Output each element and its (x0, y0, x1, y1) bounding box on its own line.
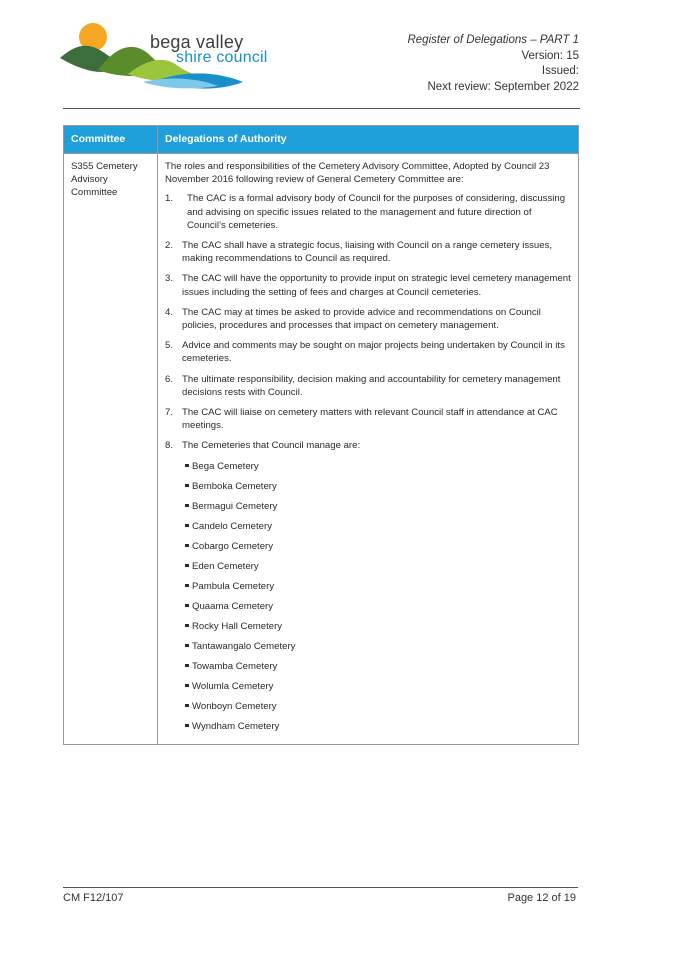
item-text: The ultimate responsibility, decision making and accountability for cemetery management decisions rests with Council. (182, 373, 561, 398)
bullet-icon (185, 564, 189, 568)
version-label: Version: 15 (521, 49, 579, 62)
cemetery-name: Wyndham Cemetery (192, 720, 280, 732)
cemetery-name: Cobargo Cemetery (192, 540, 274, 552)
item-number: 5. (165, 340, 174, 352)
list-item (165, 239, 571, 265)
table-header-row (64, 126, 579, 154)
cemetery-item (185, 480, 571, 493)
list-item (165, 373, 571, 399)
bullet-icon (185, 724, 189, 728)
committee-name-line: S355 Cemetery (71, 161, 138, 172)
cemetery-name: Rocky Hall Cemetery (192, 620, 283, 632)
list-item (165, 192, 571, 232)
cemetery-item (185, 520, 571, 533)
bullet-icon (185, 684, 189, 688)
item-text: The CAC is a formal advisory body of Council for the purposes of considering, discussing and advising on specific issues related to the management and future direction of Council’s cemeteries. (187, 193, 566, 231)
column-header-committee: Committee (64, 126, 158, 154)
cemetery-item (185, 640, 571, 653)
cemetery-item (185, 540, 571, 553)
cemetery-name: Wolumla Cemetery (192, 680, 274, 692)
header-divider (63, 108, 580, 109)
bullet-icon (185, 624, 189, 628)
delegations-cell (158, 154, 579, 745)
cemetery-name: Wonboyn Cemetery (192, 700, 277, 712)
cemetery-name: Eden Cemetery (192, 560, 259, 572)
cemetery-name: Bermagui Cemetery (192, 500, 278, 512)
cemetery-name: Bega Cemetery (192, 460, 259, 472)
cemetery-name: Quaama Cemetery (192, 600, 274, 612)
committee-name-line: Advisory (71, 174, 108, 186)
item-number: 3. (165, 273, 174, 285)
table-row (64, 154, 579, 745)
cemetery-item (185, 720, 571, 733)
list-item (165, 272, 571, 298)
item-number: 8. (165, 440, 174, 452)
item-number: 7. (165, 407, 174, 419)
cemetery-item (185, 620, 571, 633)
cemetery-item (185, 580, 571, 593)
cemetery-name: Tantawangalo Cemetery (192, 640, 296, 652)
intro-paragraph: The roles and responsibilities of the Cemetery Advisory Committee, Adopted by Council 23 November 2016 following review of General Cemetery Committee are: (165, 161, 550, 186)
document-reference: CM F12/107 (63, 892, 124, 904)
committee-name-line: Committee (71, 187, 118, 199)
item-text: The CAC may at times be asked to provide advice and recommendations on Council policies, procedures and processes that impact on cemetery management. (182, 306, 541, 332)
bullet-icon (185, 644, 189, 648)
logo-text-line1: bega valley (150, 32, 244, 52)
responsibilities-list (165, 192, 571, 452)
logo-text-line2: shire council (176, 49, 268, 66)
footer-divider (63, 887, 578, 888)
column-header-delegations: Delegations of Authority (158, 126, 579, 154)
bullet-icon (185, 704, 189, 708)
cemetery-name: Candelo Cemetery (192, 520, 272, 532)
item-number: 4. (165, 306, 174, 318)
item-number: 6. (165, 373, 174, 385)
item-text: The CAC shall have a strategic focus, liaising with Council on a range cemetery issues, making recommendations to Council as required. (182, 240, 553, 265)
item-text: The CAC will have the opportunity to provide input on strategic level cemetery management issues including the setting of fees and charges at Council cemeteries. (182, 273, 571, 298)
bullet-icon (185, 484, 189, 488)
next-review-label: Next review: September 2022 (427, 80, 579, 93)
list-item (165, 339, 571, 365)
item-text: The CAC will liaise on cemetery matters with relevant Council staff in attendance at CAC meetings. (182, 407, 558, 432)
list-item (165, 306, 571, 332)
document-title: Register of Delegations – PART 1 (407, 34, 579, 46)
item-number: 1. (165, 193, 174, 205)
cemetery-name: Towamba Cemetery (192, 660, 278, 672)
cemetery-name: Bemboka Cemetery (192, 480, 277, 492)
issued-label: Issued: (541, 65, 579, 77)
cemetery-item (185, 660, 571, 673)
bullet-icon (185, 544, 189, 548)
bullet-icon (185, 504, 189, 508)
delegations-table (63, 125, 579, 745)
cemetery-item (185, 560, 571, 573)
cemetery-item (185, 460, 571, 473)
cemetery-item (185, 500, 571, 513)
list-item (165, 406, 571, 432)
bullet-icon (185, 664, 189, 668)
bullet-icon (185, 524, 189, 528)
cemetery-item (185, 680, 571, 693)
item-text: The Cemeteries that Council manage are: (182, 440, 361, 452)
cemetery-item (185, 700, 571, 713)
list-item (165, 439, 571, 452)
bullet-icon (185, 604, 189, 608)
document-header-info (407, 33, 579, 95)
page-number: Page 12 of 19 (507, 892, 576, 904)
cemeteries-list (165, 460, 571, 733)
item-text: Advice and comments may be sought on major projects being undertaken by Council in its cemeteries. (182, 340, 565, 365)
committee-cell (64, 154, 158, 745)
item-number: 2. (165, 240, 174, 252)
cemetery-item (185, 600, 571, 613)
bullet-icon (185, 464, 189, 468)
bullet-icon (185, 584, 189, 588)
cemetery-name: Pambula Cemetery (192, 580, 275, 592)
